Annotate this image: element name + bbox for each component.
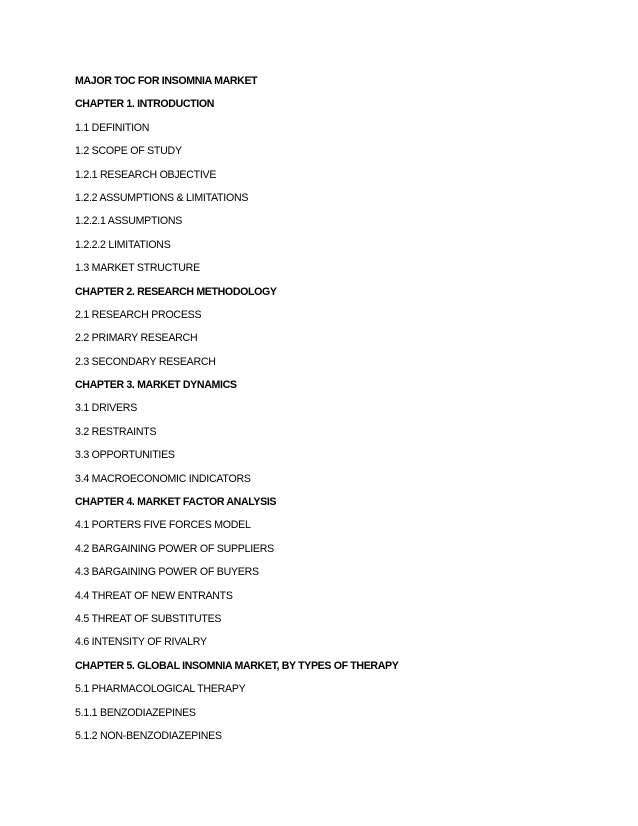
toc-entry: 4.4 THREAT OF NEW ENTRANTS (75, 589, 233, 602)
toc-entry: 1.3 MARKET STRUCTURE (75, 262, 200, 275)
toc-entry: 1.2.2 ASSUMPTIONS & LIMITATIONS (75, 191, 249, 204)
toc-entry: 5.1.1 BENZODIAZEPINES (75, 706, 196, 719)
toc-chapter-heading: CHAPTER 4. MARKET FACTOR ANALYSIS (75, 496, 277, 509)
toc-entry: 3.4 MACROECONOMIC INDICATORS (75, 472, 251, 485)
toc-entry: 1.2 SCOPE OF STUDY (75, 145, 182, 158)
toc-chapter-heading: CHAPTER 5. GLOBAL INSOMNIA MARKET, BY TYPES OF THERAPY (75, 659, 399, 672)
toc-entry: 4.6 INTENSITY OF RIVALRY (75, 636, 207, 649)
toc-entry: 1.2.1 RESEARCH OBJECTIVE (75, 168, 217, 181)
toc-chapter-heading: CHAPTER 2. RESEARCH METHODOLOGY (75, 285, 277, 298)
toc-chapter-heading: CHAPTER 1. INTRODUCTION (75, 98, 215, 111)
toc-entry: 1.2.2.2 LIMITATIONS (75, 238, 171, 251)
toc-entry: 3.3 OPPORTUNITIES (75, 449, 175, 462)
toc-entry: 4.3 BARGAINING POWER OF BUYERS (75, 566, 259, 579)
document-title: MAJOR TOC FOR INSOMNIA MARKET (75, 75, 258, 87)
toc-entry: 3.1 DRIVERS (75, 402, 138, 415)
toc-entry: 1.2.2.1 ASSUMPTIONS (75, 215, 183, 228)
toc-entry: 1.1 DEFINITION (75, 121, 150, 134)
toc-chapter-heading: CHAPTER 3. MARKET DYNAMICS (75, 379, 237, 392)
toc-entry: 2.3 SECONDARY RESEARCH (75, 355, 216, 368)
toc-entry: 2.1 RESEARCH PROCESS (75, 308, 202, 321)
toc-entry: 5.1.2 NON-BENZODIAZEPINES (75, 729, 222, 742)
toc-entry: 2.2 PRIMARY RESEARCH (75, 332, 198, 345)
toc-entry: 4.1 PORTERS FIVE FORCES MODEL (75, 519, 251, 532)
toc-entry: 4.5 THREAT OF SUBSTITUTES (75, 612, 222, 625)
toc-entry: 3.2 RESTRAINTS (75, 425, 157, 438)
table-of-contents (75, 74, 615, 752)
toc-entry: 5.1 PHARMACOLOGICAL THERAPY (75, 683, 246, 696)
toc-entry: 4.2 BARGAINING POWER OF SUPPLIERS (75, 542, 274, 555)
